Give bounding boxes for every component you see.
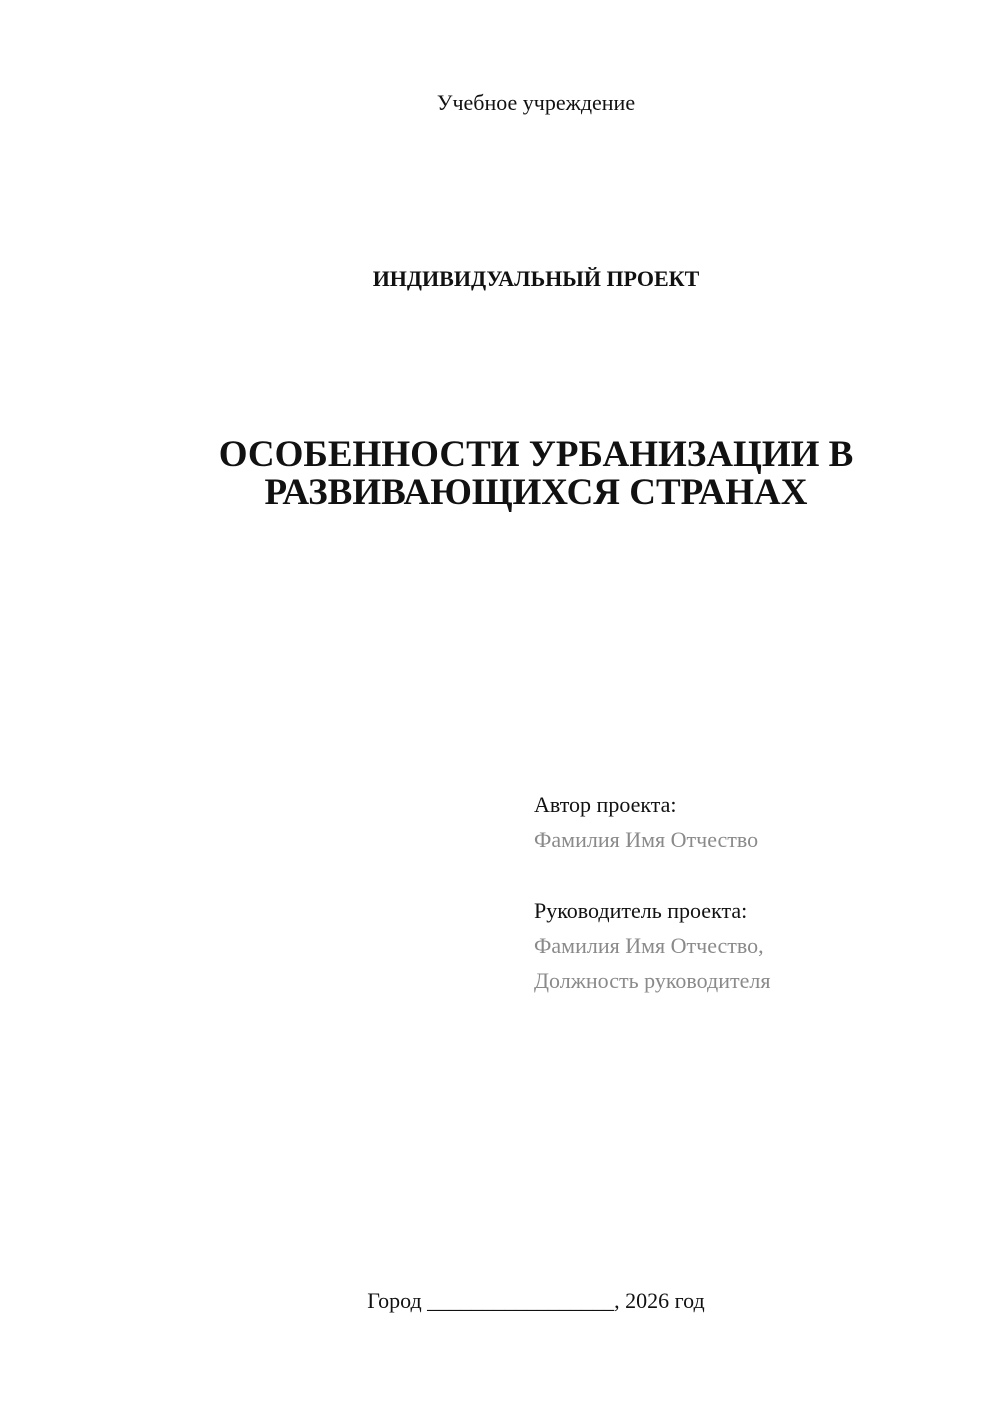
author-name: Фамилия Имя Отчество [534,827,759,852]
supervisor-position: Должность руководителя [534,968,771,993]
project-title-line-2: РАЗВИВАЮЩИХСЯ СТРАНАХ [264,472,808,513]
project-title-line-1: ОСОБЕННОСТИ УРБАНИЗАЦИИ В [218,434,854,475]
supervisor-name: Фамилия Имя Отчество, [534,933,764,958]
institution-name: Учебное учреждение [436,90,636,115]
credits-block [534,787,974,998]
supervisor-label: Руководитель проекта: [534,898,748,923]
document-type: ИНДИВИДУАЛЬНЫЙ ПРОЕКТ [372,266,700,291]
author-label: Автор проекта: [534,792,677,817]
project-title [0,436,1000,512]
city-year-line: Город _________________, 2026 год [367,1288,705,1313]
credits-spacer [534,857,974,893]
